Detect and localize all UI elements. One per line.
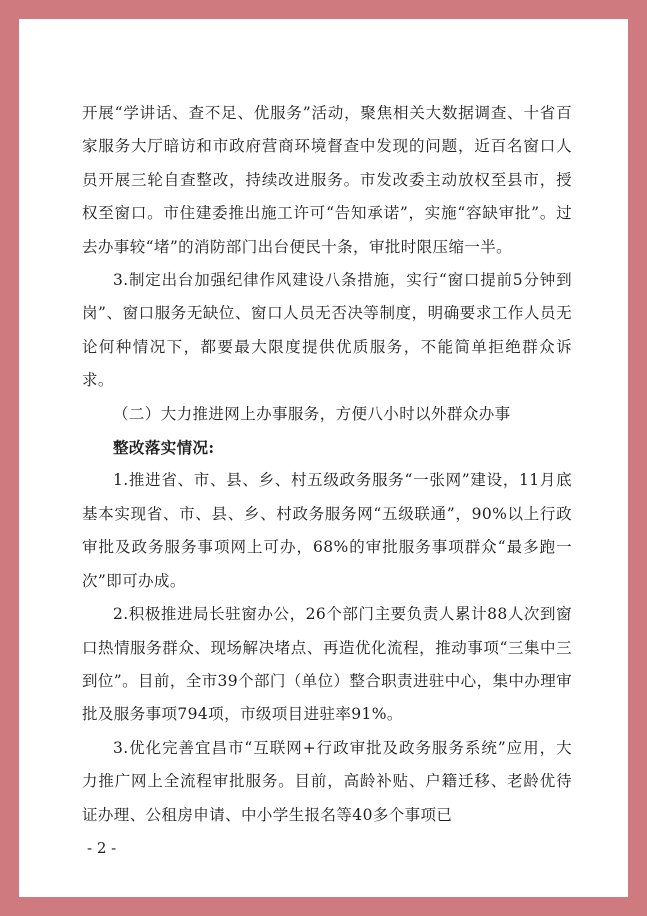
page-number: - 2 - <box>87 839 117 857</box>
paragraph-item-3: 3.优化完善宜昌市“互联网+行政审批及政务服务系统”应用，大力推广网上全流程审批服务。目前，高龄补贴、户籍迁移、老龄优待证办理、公租房申请、中小学生报名等40多个事项已 <box>82 738 572 824</box>
subsection-heading: 整改落实情况: <box>113 438 215 458</box>
document-page <box>19 19 628 897</box>
paragraph-2: 3.制定出台加强纪律作风建设八条措施，实行“窗口提前5分钟到岗”、窗口服务无缺位、窗口人员无否决等制度，明确要求工作人员无论何种情况下，都要最大限度提供优质服务，不能简单拒绝群众诉求。 <box>82 271 572 390</box>
paragraph-item-1: 1.推进省、市、县、乡、村五级政务服务“一张网”建设，11月底基本实现省、市、县、乡、村政务服务网“五级联通”，90%以上行政审批及政务服务事项网上可办，68%的审批服务事项群众“最多跑一次”即可办成。 <box>82 471 572 590</box>
paragraph-item-2: 2.积极推进局长驻窗办公，26个部门主要负责人累计88人次到窗口热情服务群众、现场解决堵点、再造优化流程，推动事项“三集中三到位”。目前，全市39个部门（单位）整合职责进驻中心，集中办理审批及服务事项794项，市级项目进驻率91%。 <box>82 605 572 724</box>
section-heading: （二）大力推进网上办事服务，方便八小时以外群众办事 <box>113 404 511 423</box>
document-body <box>82 97 572 832</box>
paragraph-1: 开展“学讲话、查不足、优服务”活动，聚焦相关大数据调查、十省百家服务大厅暗访和市政府营商环境督查中发现的问题，近百名窗口人员开展三轮自查整改，持续改进服务。市发改委主动放权至县市，授权至窗口。市住建委推出施工许可“告知承诺”，实施“容缺审批”。过去办事较“堵”的消防部门出台便民十条，审批时限压缩一半。 <box>82 104 572 256</box>
